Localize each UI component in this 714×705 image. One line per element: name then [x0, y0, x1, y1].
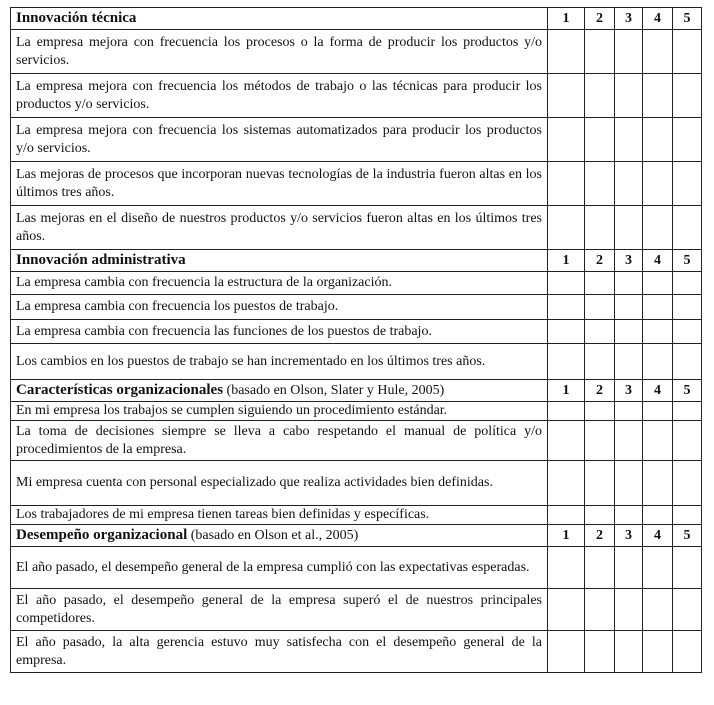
scale-label-2: 2	[585, 250, 615, 272]
rating-cell-5[interactable]	[673, 461, 702, 506]
section-header-row	[11, 380, 702, 402]
rating-cell-3[interactable]	[615, 74, 643, 118]
rating-cell-1[interactable]	[548, 295, 585, 320]
survey-item-row	[11, 402, 702, 421]
rating-cell-4[interactable]	[643, 344, 673, 380]
rating-cell-4[interactable]	[643, 118, 673, 162]
rating-cell-3[interactable]	[615, 402, 643, 421]
section-title-text: Desempeño organizacional	[16, 527, 188, 543]
rating-cell-4[interactable]	[643, 631, 673, 673]
survey-item-text: Los trabajadores de mi empresa tienen tareas bien definidas y específicas.	[11, 506, 548, 525]
section-note: (basado en Olson et al., 2005)	[187, 528, 359, 543]
rating-cell-5[interactable]	[673, 547, 702, 589]
rating-cell-5[interactable]	[673, 206, 702, 250]
rating-cell-1[interactable]	[548, 589, 585, 631]
rating-cell-3[interactable]	[615, 421, 643, 461]
survey-item-text: En mi empresa los trabajos se cumplen siguiendo un procedimiento estándar.	[11, 402, 548, 421]
rating-cell-3[interactable]	[615, 344, 643, 380]
rating-cell-2[interactable]	[585, 461, 615, 506]
survey-item-row	[11, 295, 702, 320]
scale-label-1: 1	[548, 8, 585, 30]
rating-cell-5[interactable]	[673, 589, 702, 631]
rating-cell-5[interactable]	[673, 295, 702, 320]
scale-label-1: 1	[548, 525, 585, 547]
rating-cell-2[interactable]	[585, 272, 615, 295]
rating-cell-2[interactable]	[585, 344, 615, 380]
scale-label-5: 5	[673, 525, 702, 547]
scale-label-4: 4	[643, 8, 673, 30]
survey-item-text: El año pasado, el desempeño general de la empresa superó el de nuestros principales competidores.	[11, 589, 548, 631]
rating-cell-4[interactable]	[643, 206, 673, 250]
rating-cell-4[interactable]	[643, 320, 673, 344]
scale-label-1: 1	[548, 380, 585, 402]
rating-cell-5[interactable]	[673, 30, 702, 74]
rating-cell-4[interactable]	[643, 461, 673, 506]
survey-item-row	[11, 589, 702, 631]
survey-item-text: La empresa mejora con frecuencia los sistemas automatizados para producir los productos y/o servicios.	[11, 118, 548, 162]
rating-cell-4[interactable]	[643, 162, 673, 206]
survey-item-text: El año pasado, el desempeño general de la empresa cumplió con las expectativas esperadas.	[11, 547, 548, 589]
scale-label-3: 3	[615, 525, 643, 547]
section-title	[11, 250, 548, 272]
scale-label-4: 4	[643, 250, 673, 272]
rating-cell-5[interactable]	[673, 631, 702, 673]
rating-cell-3[interactable]	[615, 631, 643, 673]
section-header-row	[11, 8, 702, 30]
rating-cell-1[interactable]	[548, 118, 585, 162]
scale-label-3: 3	[615, 380, 643, 402]
scale-label-4: 4	[643, 380, 673, 402]
survey-item-text: Las mejoras de procesos que incorporan nuevas tecnologías de la industria fueron altas en los últimos tres años.	[11, 162, 548, 206]
rating-cell-2[interactable]	[585, 506, 615, 525]
scale-label-2: 2	[585, 525, 615, 547]
rating-cell-2[interactable]	[585, 206, 615, 250]
section-title-text: Características organizacionales	[16, 382, 224, 398]
section-header-row	[11, 525, 702, 547]
rating-cell-3[interactable]	[615, 547, 643, 589]
rating-cell-4[interactable]	[643, 421, 673, 461]
rating-cell-3[interactable]	[615, 206, 643, 250]
rating-cell-4[interactable]	[643, 30, 673, 74]
rating-cell-2[interactable]	[585, 402, 615, 421]
rating-cell-4[interactable]	[643, 295, 673, 320]
scale-label-5: 5	[673, 8, 702, 30]
rating-cell-1[interactable]	[548, 421, 585, 461]
scale-label-2: 2	[585, 8, 615, 30]
scale-label-4: 4	[643, 525, 673, 547]
survey-item-row	[11, 344, 702, 380]
rating-cell-2[interactable]	[585, 30, 615, 74]
rating-cell-3[interactable]	[615, 320, 643, 344]
rating-cell-3[interactable]	[615, 461, 643, 506]
rating-cell-4[interactable]	[643, 402, 673, 421]
rating-cell-1[interactable]	[548, 402, 585, 421]
rating-cell-3[interactable]	[615, 506, 643, 525]
rating-cell-5[interactable]	[673, 421, 702, 461]
rating-cell-1[interactable]	[548, 206, 585, 250]
rating-cell-1[interactable]	[548, 547, 585, 589]
rating-cell-3[interactable]	[615, 295, 643, 320]
scale-label-3: 3	[615, 250, 643, 272]
rating-cell-1[interactable]	[548, 272, 585, 295]
rating-cell-4[interactable]	[643, 74, 673, 118]
survey-item-text: La empresa cambia con frecuencia los puestos de trabajo.	[11, 295, 548, 320]
rating-cell-3[interactable]	[615, 589, 643, 631]
scale-label-1: 1	[548, 250, 585, 272]
rating-cell-3[interactable]	[615, 162, 643, 206]
rating-cell-1[interactable]	[548, 30, 585, 74]
scale-label-2: 2	[585, 380, 615, 402]
section-title	[11, 525, 548, 547]
scale-label-5: 5	[673, 250, 702, 272]
rating-cell-5[interactable]	[673, 344, 702, 380]
rating-cell-1[interactable]	[548, 631, 585, 673]
rating-cell-5[interactable]	[673, 402, 702, 421]
rating-cell-5[interactable]	[673, 272, 702, 295]
rating-cell-1[interactable]	[548, 74, 585, 118]
survey-sheet	[10, 7, 702, 673]
rating-cell-2[interactable]	[585, 320, 615, 344]
survey-item-text: La empresa mejora con frecuencia los métodos de trabajo o las técnicas para producir los productos y/o servicios.	[11, 74, 548, 118]
survey-item-row	[11, 547, 702, 589]
rating-cell-1[interactable]	[548, 320, 585, 344]
survey-item-text: La empresa mejora con frecuencia los procesos o la forma de producir los productos y/o servicios.	[11, 30, 548, 74]
section-title	[11, 380, 548, 402]
survey-item-row	[11, 162, 702, 206]
survey-item-row	[11, 206, 702, 250]
section-header-row	[11, 250, 702, 272]
survey-item-row	[11, 74, 702, 118]
section-title	[11, 8, 548, 30]
survey-item-row	[11, 506, 702, 525]
survey-item-row	[11, 30, 702, 74]
rating-cell-5[interactable]	[673, 506, 702, 525]
survey-item-text: Mi empresa cuenta con personal especializado que realiza actividades bien definidas.	[11, 461, 548, 506]
survey-item-text: Los cambios en los puestos de trabajo se han incrementado en los últimos tres años.	[11, 344, 548, 380]
section-title-text: Innovación administrativa	[16, 252, 186, 268]
survey-table	[10, 7, 702, 673]
rating-cell-2[interactable]	[585, 631, 615, 673]
scale-label-3: 3	[615, 8, 643, 30]
survey-item-row	[11, 421, 702, 461]
rating-cell-2[interactable]	[585, 295, 615, 320]
rating-cell-5[interactable]	[673, 118, 702, 162]
survey-item-row	[11, 631, 702, 673]
rating-cell-1[interactable]	[548, 344, 585, 380]
survey-item-text: La toma de decisiones siempre se lleva a cabo respetando el manual de política y/o procedimientos de la empresa.	[11, 421, 548, 461]
survey-item-row	[11, 461, 702, 506]
rating-cell-2[interactable]	[585, 162, 615, 206]
rating-cell-2[interactable]	[585, 74, 615, 118]
scale-label-5: 5	[673, 380, 702, 402]
rating-cell-5[interactable]	[673, 74, 702, 118]
rating-cell-1[interactable]	[548, 162, 585, 206]
survey-item-row	[11, 320, 702, 344]
rating-cell-4[interactable]	[643, 272, 673, 295]
rating-cell-2[interactable]	[585, 421, 615, 461]
rating-cell-5[interactable]	[673, 162, 702, 206]
survey-item-row	[11, 272, 702, 295]
rating-cell-5[interactable]	[673, 320, 702, 344]
rating-cell-3[interactable]	[615, 30, 643, 74]
survey-item-text: Las mejoras en el diseño de nuestros productos y/o servicios fueron altas en los últimos tres años.	[11, 206, 548, 250]
rating-cell-2[interactable]	[585, 547, 615, 589]
rating-cell-2[interactable]	[585, 589, 615, 631]
rating-cell-3[interactable]	[615, 118, 643, 162]
section-title-text: Innovación técnica	[16, 10, 137, 26]
survey-item-text: La empresa cambia con frecuencia la estructura de la organización.	[11, 272, 548, 295]
rating-cell-1[interactable]	[548, 506, 585, 525]
rating-cell-4[interactable]	[643, 547, 673, 589]
rating-cell-3[interactable]	[615, 272, 643, 295]
rating-cell-4[interactable]	[643, 506, 673, 525]
rating-cell-2[interactable]	[585, 118, 615, 162]
section-note: (basado en Olson, Slater y Hule, 2005)	[223, 383, 445, 398]
rating-cell-1[interactable]	[548, 461, 585, 506]
survey-item-text: La empresa cambia con frecuencia las funciones de los puestos de trabajo.	[11, 320, 548, 344]
rating-cell-4[interactable]	[643, 589, 673, 631]
survey-item-row	[11, 118, 702, 162]
survey-item-text: El año pasado, la alta gerencia estuvo muy satisfecha con el desempeño general de la empresa.	[11, 631, 548, 673]
